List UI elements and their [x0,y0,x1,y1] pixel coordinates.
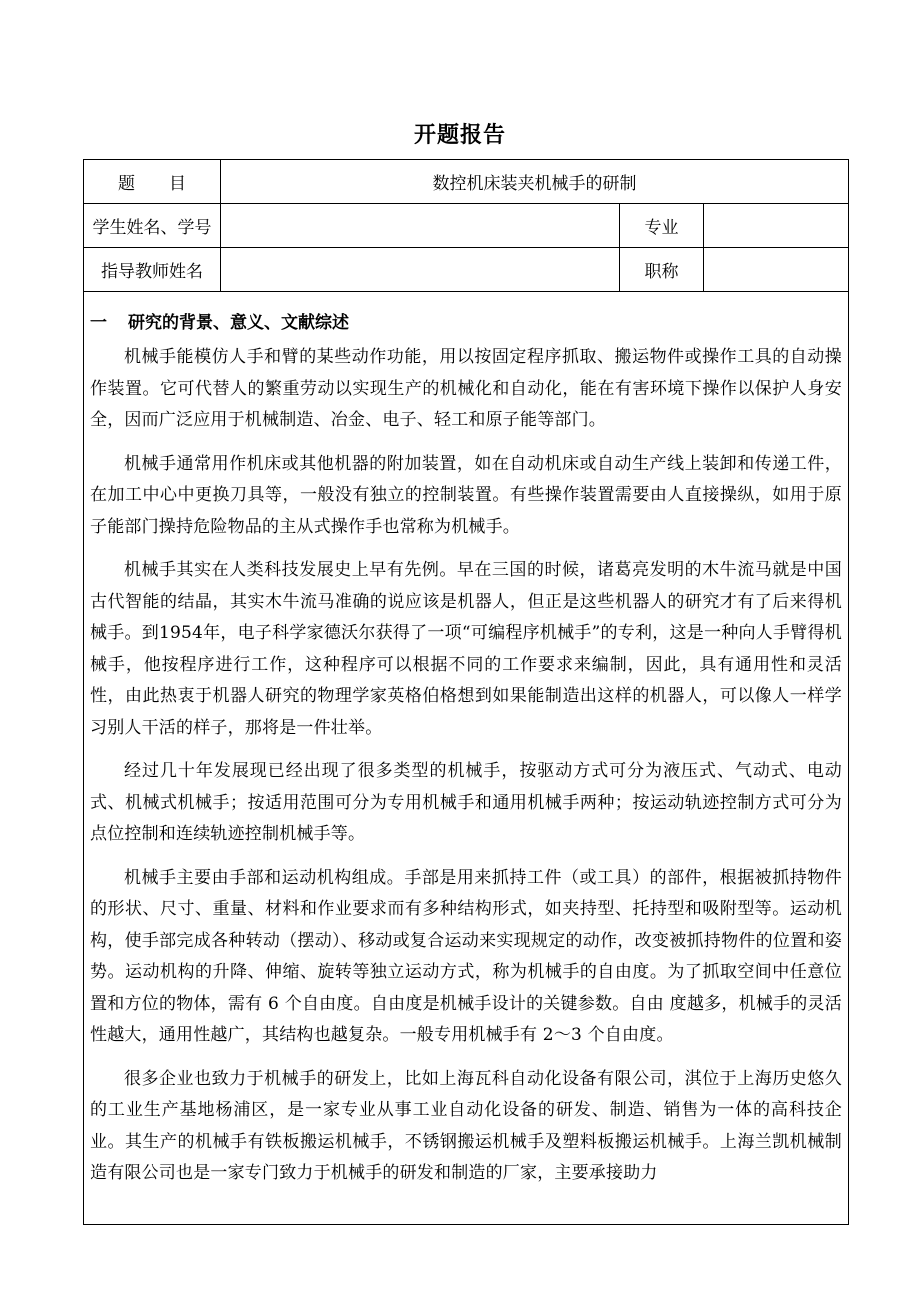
paragraph: 机械手通常用作机床或其他机器的附加装置，如在自动机床或自动生产线上装卸和传递工件，在加工中心中更换刀具等，一般没有独立的控制装置。有些操作装置需要由人直接操纵，如用于原子能部门操持危险物品的主从式操作手也常称为机械手。 [90,453,842,537]
proposal-form [83,159,849,1225]
page-title: 开题报告 [413,122,506,148]
paragraph: 经过几十年发展现已经出现了很多类型的机械手，按驱动方式可分为液压式、气动式、电动式、机械式机械手；按适用范围可分为专用机械手和通用机械手两种；按运动轨迹控制方式可分为点位控制和连续轨迹控制机械手等。 [90,761,842,844]
advisor-row [84,248,848,292]
topic-row [84,160,848,204]
paragraph: 机械手能模仿人手和臂的某些动作功能，用以按固定程序抓取、搬运物件或操作工具的自动操作装置。它可代替人的繁重劳动以实现生产的机械化和自动化，能在有害环境下操作以保护人身安全，因而广泛应用于机械制造、冶金、电子、轻工和原子能等部门。 [90,347,842,430]
student-value [221,204,620,247]
section-heading [90,310,842,336]
major-value [704,204,848,247]
paragraph: 机械手其实在人类科技发展史上早有先例。早在三国的时候，诸葛亮发明的木牛流马就是中国古代智能的结晶，其实木牛流马准确的说应该是机器人，但正是这些机器人的研究才有了后来得机械手。到1954年，电子科学家德沃尔获得了一项“可编程序机械手”的专利，这是一种向人手臂得机械手，他按程序进行工作，这种程序可以根据不同的工作要求来编制，因此，具有通用性和灵活性，由此热衷于机器人研究的物理学家英格伯格想到如果能制造出这样的机器人，可以像人一样学习别人干活的样子，那将是一件壮举。 [90,560,842,738]
paragraph: 机械手主要由手部和运动机构组成。手部是用来抓持工件（或工具）的部件，根据被抓持物件的形状、尺寸、重量、材料和作业要求而有多种结构形式，如夹持型、托持型和吸附型等。运动机构，使手部完成各种转动（摆动）、移动或复合运动来实现规定的动作，改变被抓持物件的位置和姿势。运动机构的升降、伸缩、旋转等独立运动方式，称为机械手的自由度。为了抓取空间中任意位置和方位的物体，需有 6 个自由度。自由度是机械手设计的关键参数。自由 度越多，机械手的灵活性越大，通用性越广，其结构也越复杂。一般专用机械手有 2～3 个自由度。 [90,867,842,1045]
topic-label: 题 目 [84,160,221,203]
section-title: 研究的背景、意义、文献综述 [128,313,349,333]
paragraph: 很多企业也致力于机械手的研发上，比如上海瓦科自动化设备有限公司，淇位于上海历史悠久的工业生产基地杨浦区，是一家专业从事工业自动化设备的研发、制造、销售为一体的高科技企业。其生产的机械手有铁板搬运机械手，不锈钢搬运机械手及塑料板搬运机械手。上海兰凯机械制造有限公司也是一家专门致力于机械手的研发和制造的厂家，主要承接助力 [90,1068,842,1183]
advisor-label: 指导教师姓名 [84,248,221,291]
title-label: 职称 [620,248,704,291]
title-value [704,248,848,291]
major-label: 专业 [620,204,704,247]
student-label: 学生姓名、学号 [84,204,221,247]
advisor-value [221,248,620,291]
topic-value: 数控机床装夹机械手的研制 [432,174,637,194]
section-number: 一 [90,313,107,333]
section-body [84,292,848,1224]
student-row [84,204,848,248]
